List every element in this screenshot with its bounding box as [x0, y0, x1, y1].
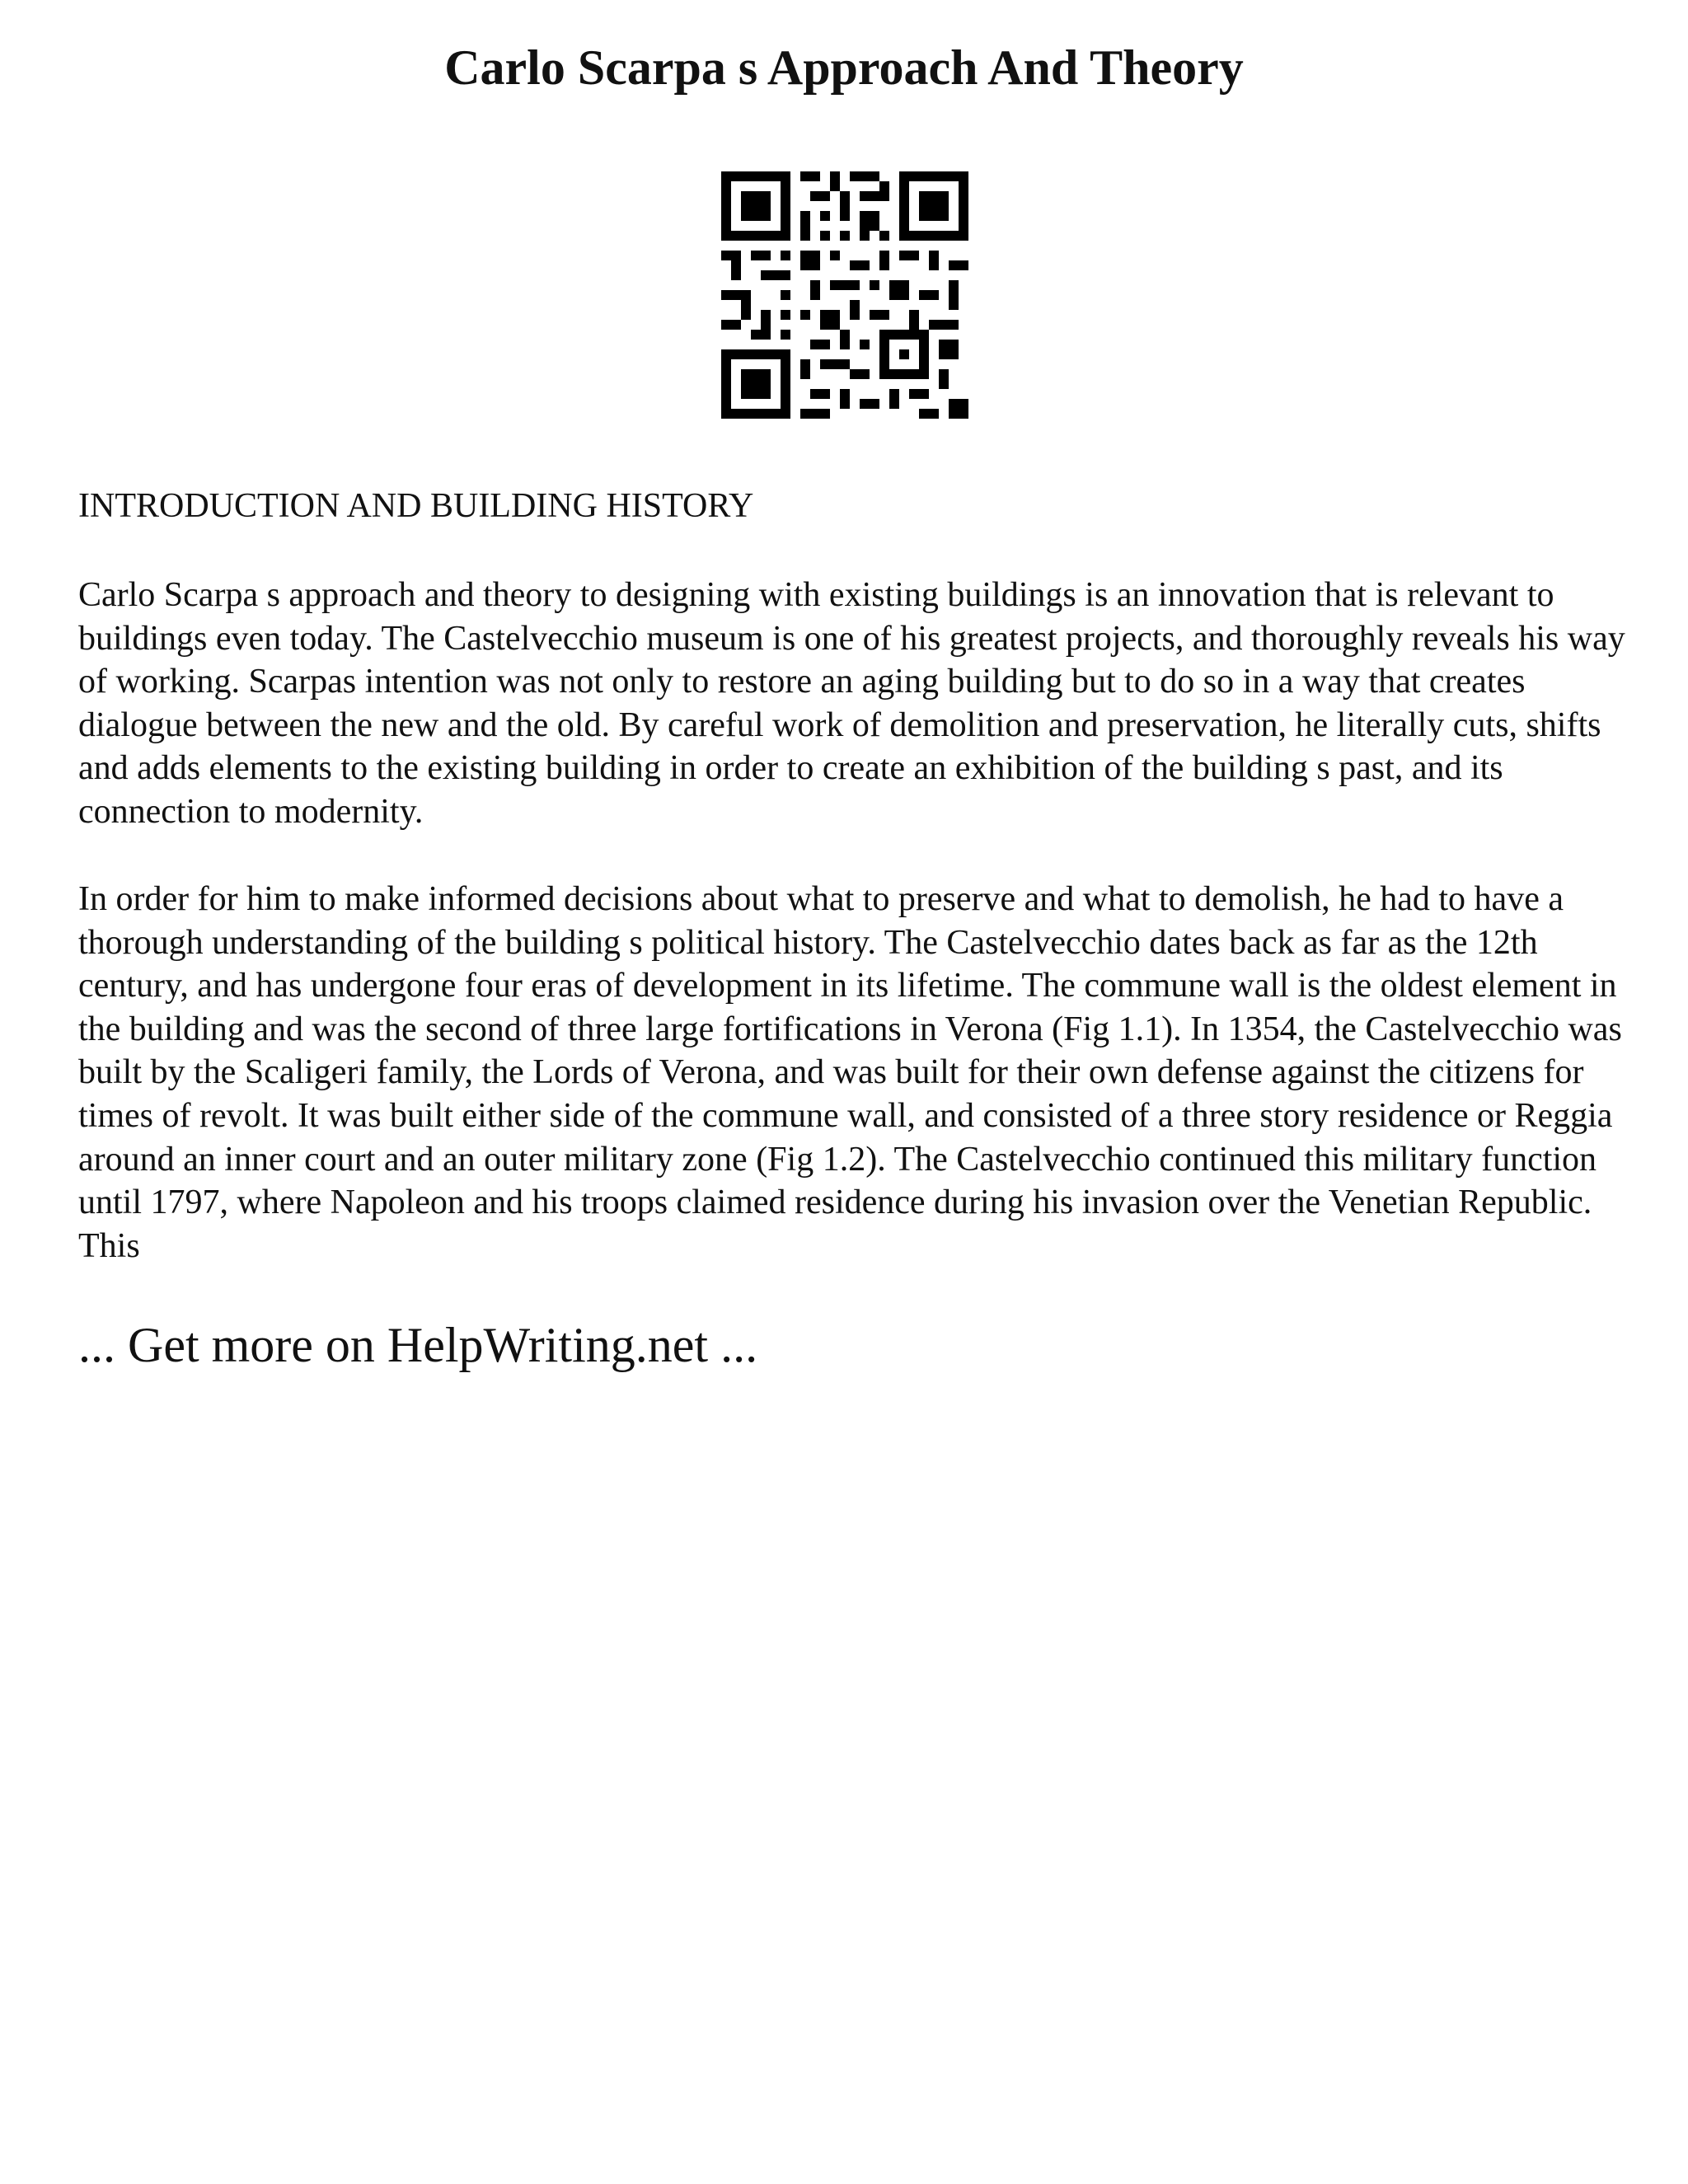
section-heading: INTRODUCTION AND BUILDING HISTORY	[78, 487, 754, 525]
qr-code-icon	[721, 171, 968, 419]
page-title: Carlo Scarpa s Approach And Theory	[444, 40, 1244, 95]
get-more-link[interactable]: ... Get more on HelpWriting.net ...	[78, 1318, 758, 1372]
paragraph-intro: Carlo Scarpa s approach and theory to designing with existing buildings is an innovation that is relevant to buildings even today. The Castelvecchio museum is one of his greatest projects, and thoroughly reveals his way of working. Scarpas intention was not only to restore an aging building but to do so in a way that creates dialogue between the new and the old. By careful work of demolition and preservation, he literally cuts, shifts and adds elements to the existing building in order to create an exhibition of the building s past, and its connection to modernity.	[78, 576, 1625, 831]
paragraph-history: In order for him to make informed decisions about what to preserve and what to demolish, he had to have a thorough understanding of the building s political history. The Castelvecchio dates back as far as the 12th century, and has undergone four eras of development in its lifetime. The commune wall is the oldest element in the building and was the second of three large fortifications in Verona (Fig 1.1). In 1354, the Castelvecchio was built by the Scaligeri family, the Lords of Verona, and was built for their own defense against the citizens for times of revolt. It was built either side of the commune wall, and consisted of a three story residence or Reggia around an inner court and an outer military zone (Fig 1.2). The Castelvecchio continued this military function until 1797, where Napoleon and his troops claimed residence during his invasion over the Venetian Republic. This	[78, 880, 1622, 1265]
